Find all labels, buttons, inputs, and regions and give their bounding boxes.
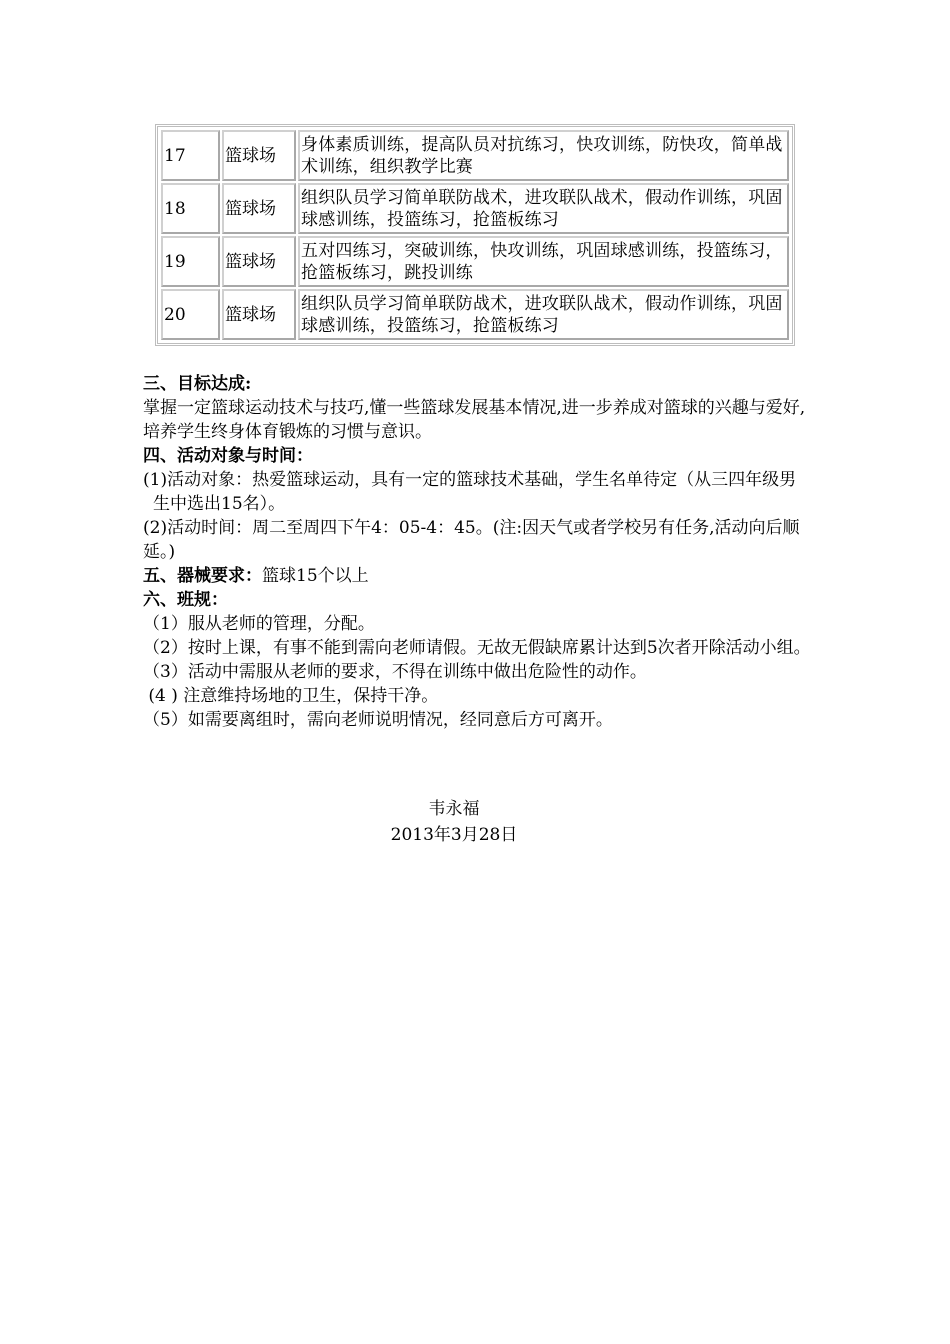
rule-item: （1）服从老师的管理，分配。: [143, 614, 375, 634]
session-place: 篮球场: [222, 183, 296, 234]
goals-text: 掌握一定篮球运动技术与技巧,懂一些篮球发展基本情况,进一步养成对篮球的兴趣与爱好,培养学生终身体育锻炼的习惯与意识。: [143, 398, 806, 442]
session-content: 组织队员学习简单联防战术，进攻联队战术，假动作训练，巩固球感训练，投篮练习，抢篮板练习: [298, 289, 789, 340]
participants-text: (1)活动对象：热爱篮球运动，具有一定的篮球技术基础，学生名单待定（从三四年级男生中选出15名）。: [143, 470, 797, 514]
session-number: 17: [161, 130, 220, 181]
session-content: 五对四练习，突破训练，快攻训练，巩固球感训练，投篮练习，抢篮板练习，跳投训练: [298, 236, 789, 287]
session-place: 篮球场: [222, 130, 296, 181]
section-heading-equipment: 五、器械要求：: [143, 566, 262, 586]
signature-date: 2013年3月28日: [390, 825, 518, 845]
rule-item: (4 ) 注意维持场地的卫生，保持干净。: [143, 686, 439, 706]
equipment-line: [143, 564, 813, 588]
signature-name: 韦永福: [428, 799, 480, 819]
table-row: [161, 183, 789, 234]
schedule-time-text: (2)活动时间：周二至周四下午4：05-4：45。(注:因天气或者学校另有任务,活动向后顺延。): [143, 518, 800, 562]
session-number: 20: [161, 289, 220, 340]
session-place: 篮球场: [222, 289, 296, 340]
table-row: [161, 236, 789, 287]
rule-item: （3）活动中需服从老师的要求，不得在训练中做出危险性的动作。: [143, 662, 647, 682]
section-heading-participants: 四、活动对象与时间：: [143, 446, 313, 466]
section-heading-goals: 三、目标达成:: [143, 374, 252, 394]
session-content: 组织队员学习简单联防战术，进攻联队战术，假动作训练，巩固球感训练，投篮练习，抢篮板练习: [298, 183, 789, 234]
training-schedule-table: [155, 124, 795, 346]
rule-item: （2）按时上课，有事不能到需向老师请假。无故无假缺席累计达到5次者开除活动小组。: [143, 638, 811, 658]
table-row: [161, 130, 789, 181]
rule-item: （5）如需要离组时，需向老师说明情况，经同意后方可离开。: [143, 710, 613, 730]
section-heading-rules: 六、班规：: [143, 590, 228, 610]
session-number: 19: [161, 236, 220, 287]
equipment-text: 篮球15个以上: [262, 566, 369, 586]
session-content: 身体素质训练，提高队员对抗练习，快攻训练，防快攻，简单战术训练，组织教学比赛: [298, 130, 789, 181]
session-place: 篮球场: [222, 236, 296, 287]
document-body: [143, 372, 813, 732]
session-number: 18: [161, 183, 220, 234]
table-row: [161, 289, 789, 340]
